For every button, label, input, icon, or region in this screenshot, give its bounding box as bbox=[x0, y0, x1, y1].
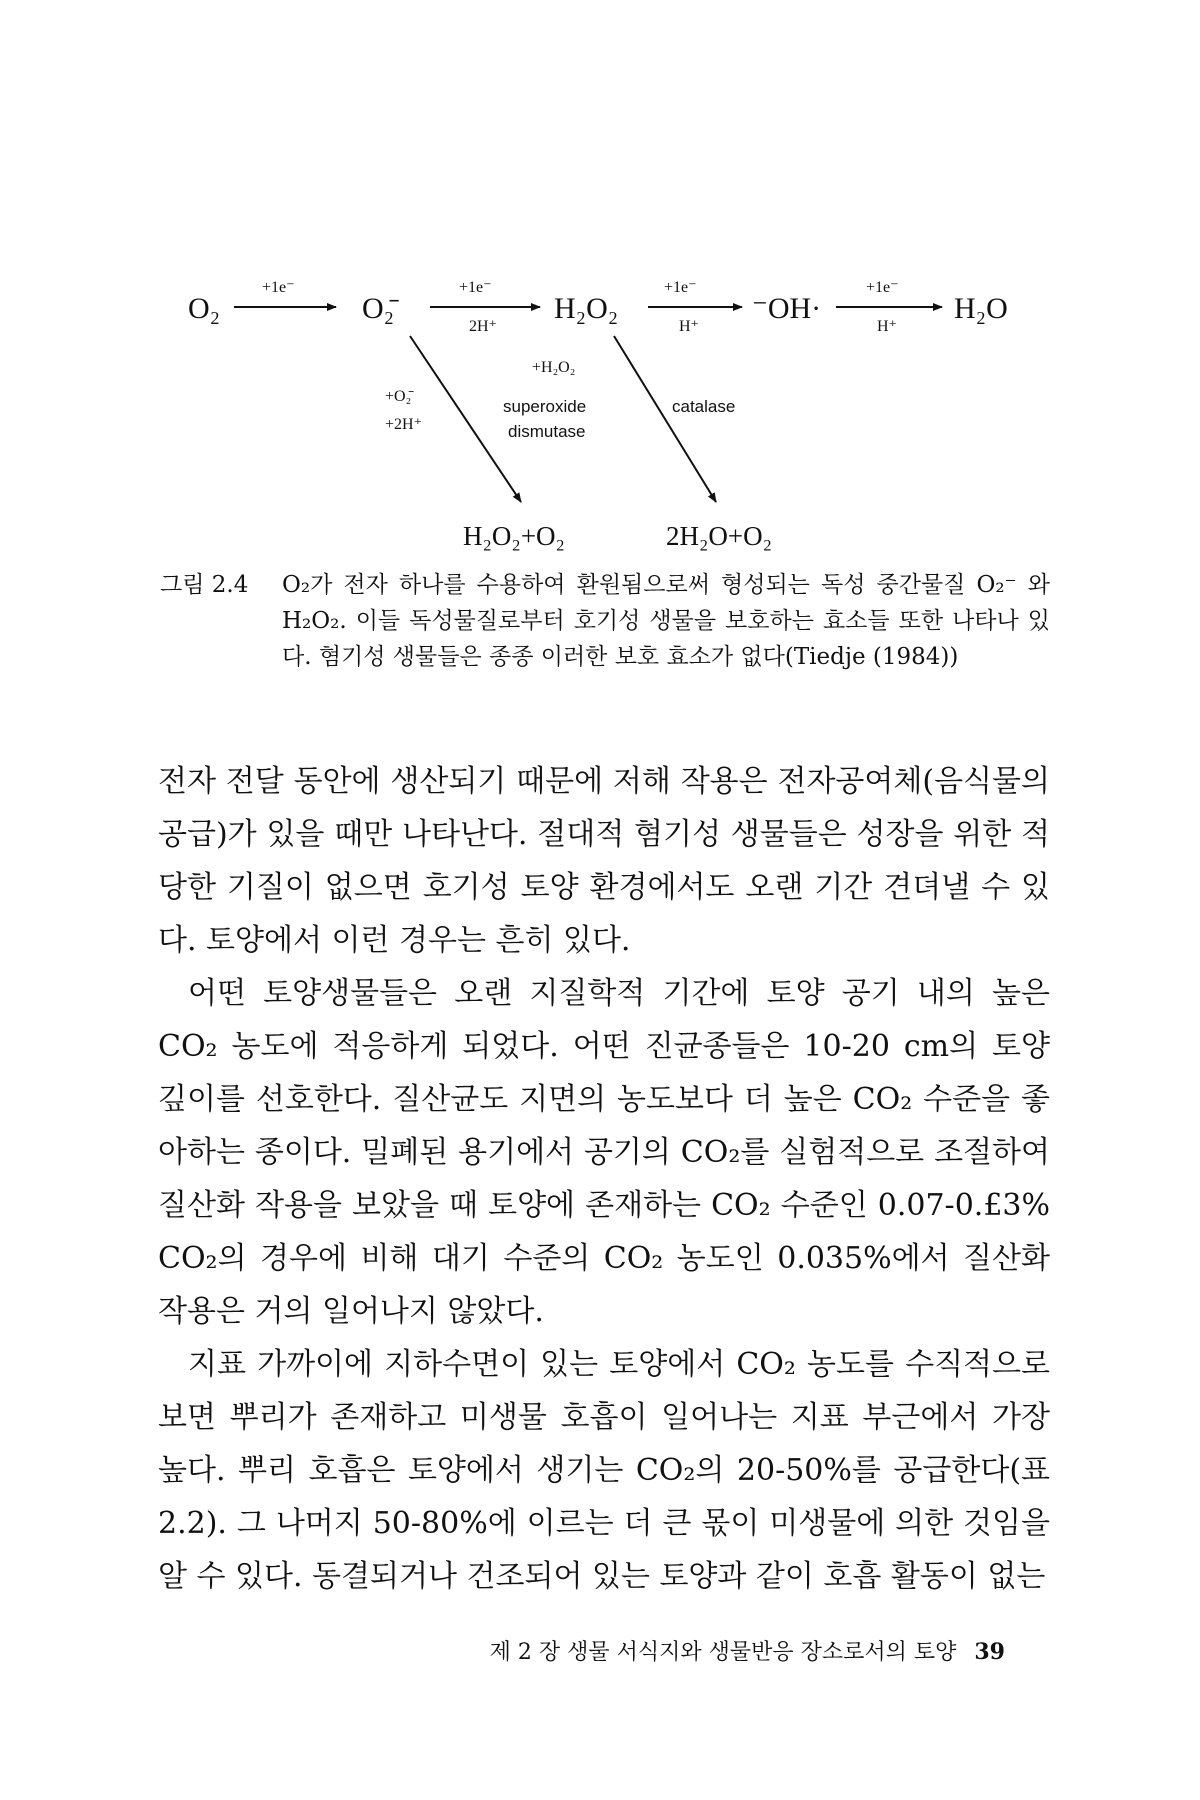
paragraph-3: 지표 가까이에 지하수면이 있는 토양에서 CO₂ 농도를 수직적으로 보면 뿌리가 존재하고 미생물 호흡이 일어나는 지표 부근에서 가장 높다. 뿌리 호흡은 토양에서 생기는 CO₂의 20-50%를 공급한다(표 2.2). 그 나머지 50-80%에 이르는 더 큰 몫이 미생물에 의한 것임을 알 수 있다. 동결되거나 건조되어 있는 토양과 같이 호흡 활동이 없는 bbox=[158, 1347, 1050, 1594]
species-hydroxyl: ⁻OH· bbox=[752, 292, 822, 325]
body-text bbox=[158, 755, 1050, 1603]
branch-right-reagent: +H₂O₂ bbox=[532, 359, 576, 376]
page-footer bbox=[160, 1635, 1005, 1666]
page-number: 39 bbox=[974, 1639, 1005, 1665]
arrow-4-top-label: +1e⁻ bbox=[866, 279, 899, 296]
arrow-3-bottom-label: H⁺ bbox=[679, 318, 699, 335]
paragraph-1: 전자 전달 동안에 생산되기 때문에 저해 작용은 전자공여체(음식물의 공급)가 있을 때만 나타난다. 절대적 혐기성 생물들은 성장을 위한 적당한 기질이 없으면 호기성 토양 환경에서도 오랜 기간 견뎌낼 수 있다. 토양에서 이런 경우는 흔히 있다. bbox=[158, 764, 1050, 958]
arrow-2-bottom-label: 2H⁺ bbox=[469, 318, 497, 335]
arrow-3-top-label: +1e⁻ bbox=[664, 279, 697, 296]
branch-right-enzyme: catalase bbox=[672, 397, 736, 416]
figure-caption bbox=[160, 567, 1050, 675]
branch-left-reagent-2: +2H⁺ bbox=[385, 416, 423, 433]
arrow-4-bottom-label: H⁺ bbox=[877, 318, 897, 335]
species-water: H₂O bbox=[954, 292, 1008, 325]
species-o2: O₂ bbox=[188, 292, 221, 325]
branch-left-reagent-1: +O₂̄ bbox=[385, 388, 412, 405]
branch-left-product: H₂O₂+O₂ bbox=[463, 521, 565, 551]
species-superoxide: O₂̄ bbox=[362, 292, 395, 325]
arrow-1-top-label: +1e⁻ bbox=[262, 279, 295, 296]
branch-right-arrow bbox=[614, 336, 716, 502]
running-chapter-title: 제 2 장 생물 서식지와 생물반응 장소로서의 토양 bbox=[489, 1640, 957, 1665]
paragraph-2: 어떤 토양생물들은 오랜 지질학적 기간에 토양 공기 내의 높은 CO₂ 농도에 적응하게 되었다. 어떤 진균종들은 10-20 cm의 토양 깊이를 선호한다. 질산균도 지면의 농도보다 더 높은 CO₂ 수준을 좋아하는 종이다. 밀폐된 용기에서 공기의 CO₂를 실험적으로 조절하여 질산화 작용을 보았을 때 토양에 존재하는 CO₂ 수준인 0.07-0.£3% CO₂의 경우에 비해 대기 수준의 CO₂ 농도인 0.035%에서 질산화 작용은 거의 일어나지 않았다. bbox=[158, 976, 1050, 1329]
figure-caption-label: 그림 2.4 bbox=[160, 572, 249, 598]
arrow-2-top-label: +1e⁻ bbox=[459, 279, 492, 296]
branch-left-enzyme-line2: dismutase bbox=[508, 422, 586, 441]
species-h2o2: H₂O₂ bbox=[554, 292, 619, 325]
branch-right-product: 2H₂O+O₂ bbox=[666, 521, 773, 551]
reaction-diagram bbox=[0, 0, 1200, 560]
branch-left-enzyme-line1: superoxide bbox=[503, 397, 587, 416]
figure-caption-text: O₂가 전자 하나를 수용하여 환원됨으로써 형성되는 독성 중간물질 O₂⁻ 와 H₂O₂. 이들 독성물질로부터 호기성 생물을 보호하는 효소들 또한 나타나 있다. 혐기성 생물들은 종종 이러한 보호 효소가 없다(Tiedje (1984)) bbox=[282, 572, 1050, 670]
branch-left-arrow bbox=[410, 336, 521, 502]
